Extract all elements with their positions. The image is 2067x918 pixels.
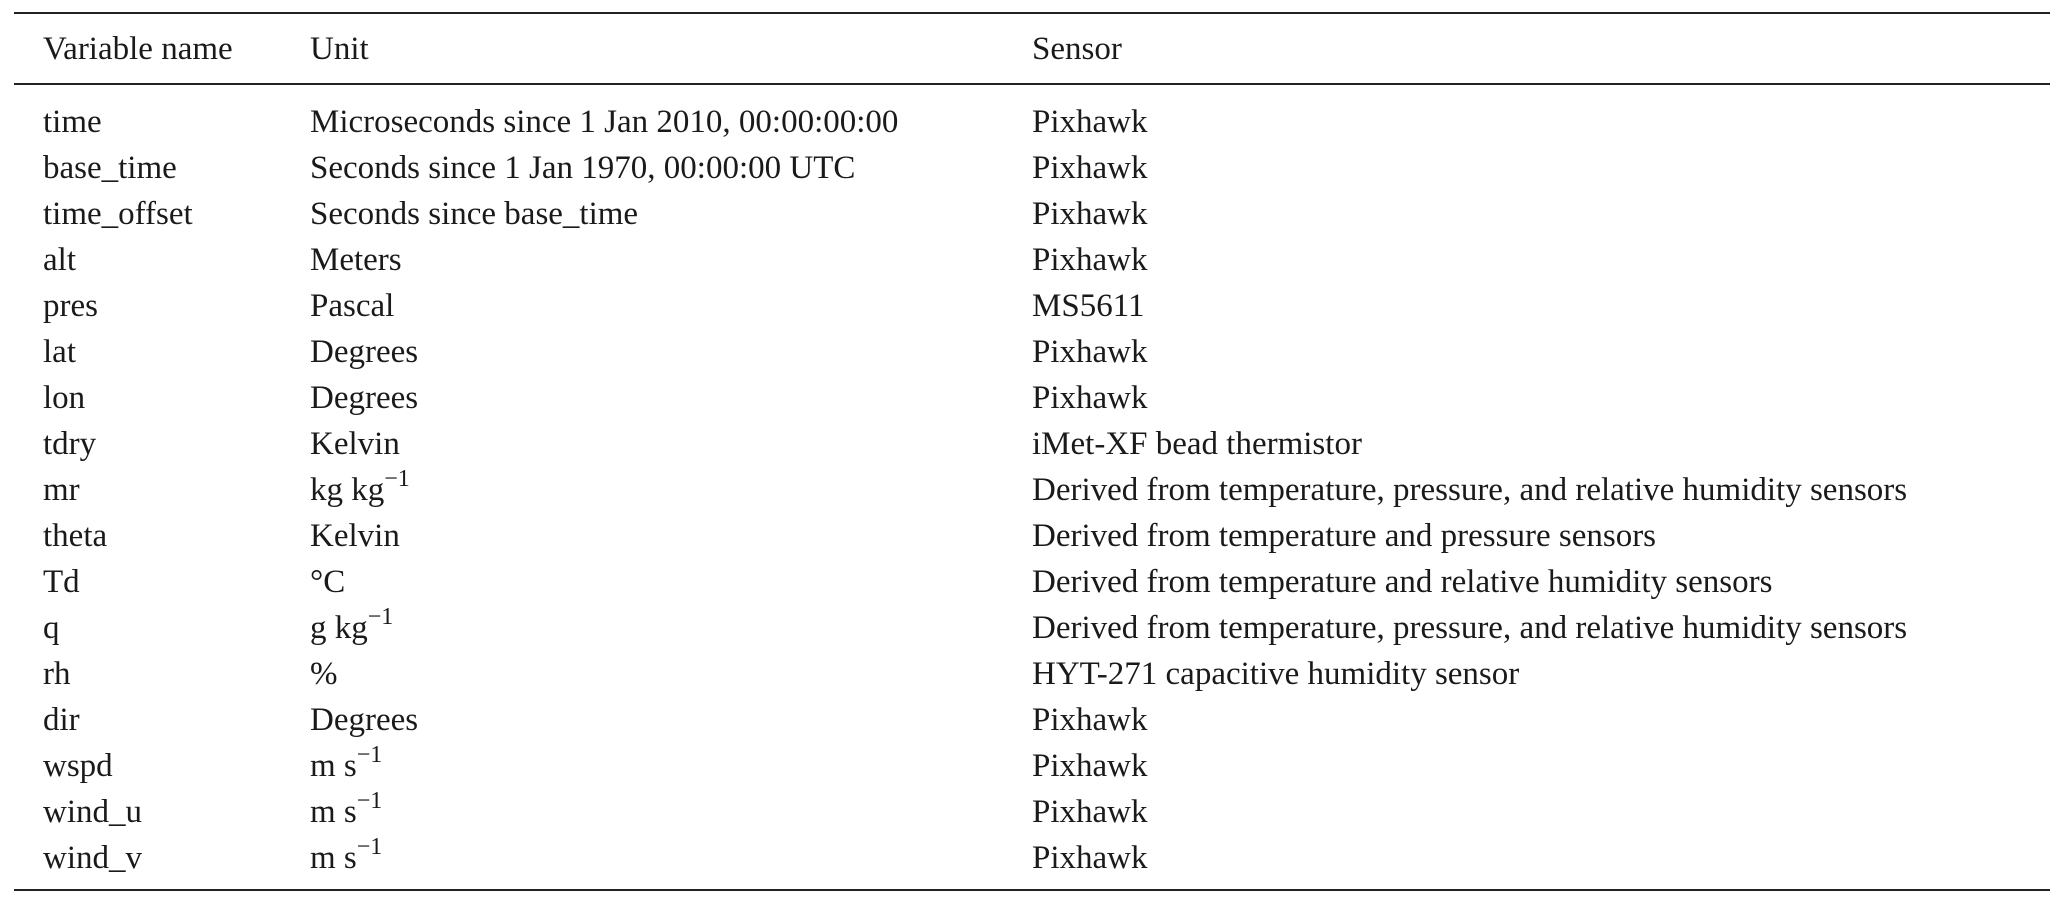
unit-exponent: −1 — [356, 834, 383, 860]
sensor-cell: Pixhawk — [1032, 104, 1148, 140]
table-row — [14, 651, 2050, 697]
sensor-cell: Pixhawk — [1032, 150, 1148, 186]
sensor-cell: Pixhawk — [1032, 380, 1148, 416]
sensor-cell: Derived from temperature, pressure, and relative humidity sensors — [1032, 610, 1908, 646]
table-row — [14, 191, 2050, 237]
unit-cell — [310, 789, 1032, 835]
variable-name-cell: wind_u — [43, 794, 142, 830]
table-row — [14, 697, 2050, 743]
unit-text: Degrees — [310, 380, 419, 416]
unit-text: kg kg — [310, 472, 385, 508]
table-row — [14, 789, 2050, 835]
unit-cell — [310, 191, 1032, 237]
sensor-cell: Pixhawk — [1032, 196, 1148, 232]
variable-name-cell: alt — [43, 242, 76, 278]
unit-cell — [310, 329, 1032, 375]
table-row — [14, 84, 2050, 145]
variable-name-cell: pres — [43, 288, 98, 324]
sensor-cell: Derived from temperature, pressure, and relative humidity sensors — [1032, 472, 1908, 508]
unit-text: °C — [310, 564, 346, 600]
unit-text: Seconds since base_time — [310, 196, 639, 232]
table-row — [14, 237, 2050, 283]
sensor-cell: Pixhawk — [1032, 748, 1148, 784]
variable-name-cell: Td — [43, 564, 80, 600]
unit-cell — [310, 375, 1032, 421]
sensor-cell: Derived from temperature and relative humidity sensors — [1032, 564, 1773, 600]
unit-text: Meters — [310, 242, 402, 278]
sensor-cell: iMet-XF bead thermistor — [1032, 426, 1362, 462]
unit-exponent: −1 — [356, 742, 383, 768]
unit-text: % — [310, 656, 338, 692]
unit-text: m s — [310, 794, 357, 830]
unit-cell — [310, 283, 1032, 329]
unit-text: m s — [310, 840, 357, 876]
unit-exponent: −1 — [356, 788, 383, 814]
unit-cell — [310, 697, 1032, 743]
variable-name-cell: time — [43, 104, 102, 140]
header-row — [14, 13, 2050, 84]
unit-text: Seconds since 1 Jan 1970, 00:00:00 UTC — [310, 150, 856, 186]
unit-cell — [310, 559, 1032, 605]
unit-text: Degrees — [310, 702, 419, 738]
table-row — [14, 283, 2050, 329]
variables-table — [14, 12, 2050, 891]
variable-name-cell: lon — [43, 380, 86, 416]
variables-table-container — [14, 12, 2050, 891]
unit-cell — [310, 651, 1032, 697]
table-body — [14, 84, 2050, 890]
table-row — [14, 513, 2050, 559]
table-row — [14, 559, 2050, 605]
unit-text: m s — [310, 748, 357, 784]
table-row — [14, 605, 2050, 651]
variable-name-cell: time_offset — [43, 196, 193, 232]
table-row — [14, 835, 2050, 890]
variable-name-cell: rh — [43, 656, 71, 692]
sensor-cell: MS5611 — [1032, 288, 1145, 324]
sensor-cell: Derived from temperature and pressure sensors — [1032, 518, 1657, 554]
unit-exponent: −1 — [384, 466, 410, 492]
table-row — [14, 421, 2050, 467]
table-row — [14, 145, 2050, 191]
unit-text: Degrees — [310, 334, 419, 370]
unit-text: Kelvin — [310, 426, 400, 462]
header-sensor: Sensor — [1032, 13, 2050, 84]
variable-name-cell: q — [43, 610, 60, 646]
table-header — [14, 13, 2050, 84]
sensor-cell: Pixhawk — [1032, 242, 1148, 278]
unit-text: Pascal — [310, 288, 395, 324]
unit-cell — [310, 84, 1032, 145]
unit-cell — [310, 743, 1032, 789]
sensor-cell: Pixhawk — [1032, 702, 1148, 738]
unit-cell — [310, 835, 1032, 890]
sensor-cell: Pixhawk — [1032, 794, 1148, 830]
variable-name-cell: lat — [43, 334, 76, 370]
unit-exponent: −1 — [367, 604, 394, 630]
unit-cell — [310, 467, 1032, 513]
variable-name-cell: wind_v — [14, 835, 310, 890]
variable-name-cell: dir — [43, 702, 80, 738]
unit-cell — [310, 145, 1032, 191]
table-row — [14, 375, 2050, 421]
unit-cell — [310, 237, 1032, 283]
variable-name-cell: mr — [43, 472, 80, 508]
sensor-cell: Pixhawk — [1032, 334, 1148, 370]
unit-text: g kg — [310, 610, 368, 646]
sensor-cell: HYT-271 capacitive humidity sensor — [1032, 656, 1520, 692]
sensor-cell: Pixhawk — [1032, 835, 2050, 890]
table-row — [14, 743, 2050, 789]
variable-name-cell: theta — [43, 518, 108, 554]
unit-cell — [310, 605, 1032, 651]
table-row — [14, 329, 2050, 375]
unit-text: Microseconds since 1 Jan 2010, 00:00:00:00 — [310, 104, 899, 140]
unit-cell — [310, 513, 1032, 559]
variable-name-cell: wspd — [43, 748, 113, 784]
variable-name-cell: tdry — [43, 426, 97, 462]
unit-text: Kelvin — [310, 518, 400, 554]
unit-cell — [310, 421, 1032, 467]
header-unit: Unit — [310, 13, 1032, 84]
table-row — [14, 467, 2050, 513]
header-variable-name: Variable name — [14, 13, 310, 84]
variable-name-cell: base_time — [43, 150, 177, 186]
